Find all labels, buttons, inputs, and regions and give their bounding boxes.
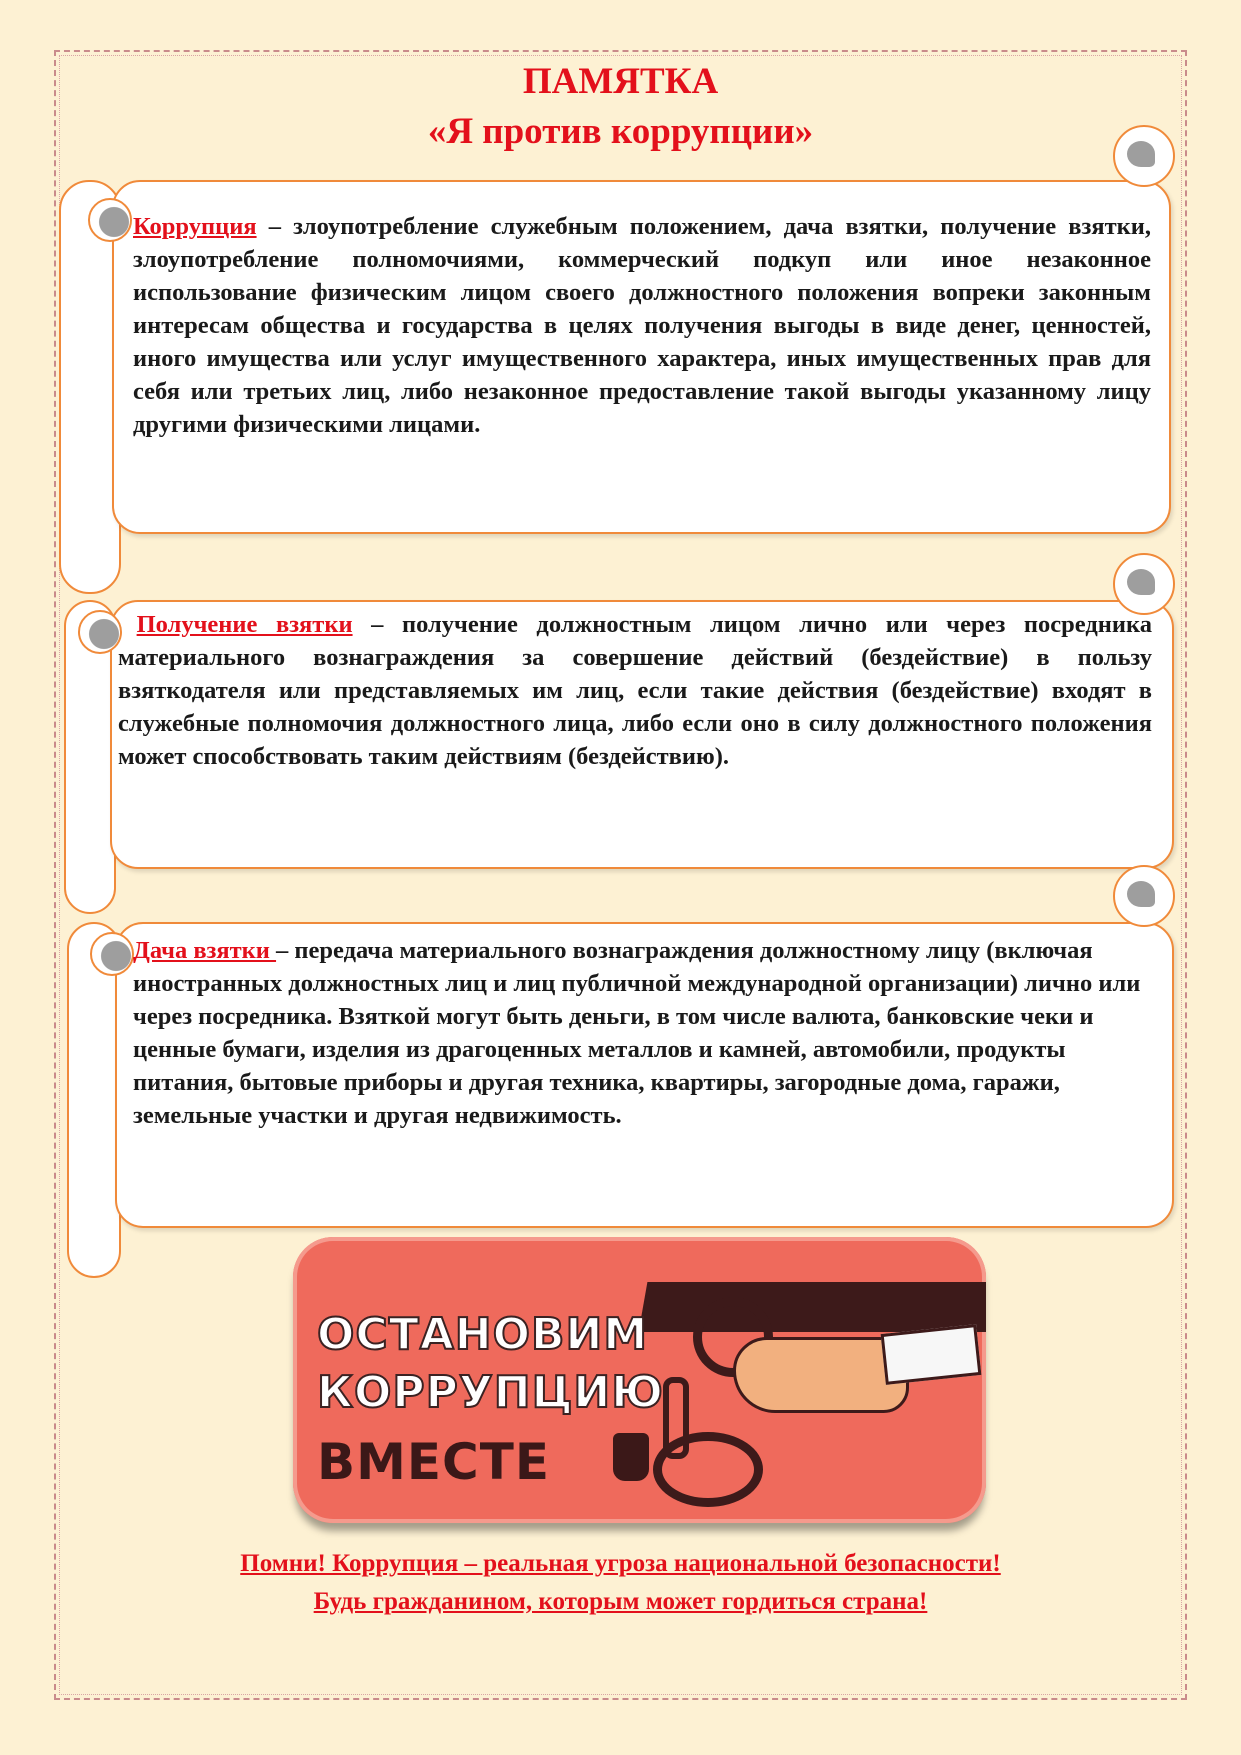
banner-line-1: ОСТАНОВИМ — [317, 1309, 649, 1360]
handcuff-icon — [653, 1432, 763, 1507]
sleeve-shape — [639, 1282, 986, 1332]
scroll-curl-icon — [1113, 125, 1175, 187]
scroll-curl-icon — [90, 932, 134, 976]
term-bribe-giving: Дача взятки — [133, 937, 277, 964]
page-subtitle: «Я против коррупции» — [427, 111, 814, 152]
scroll-curl-icon — [1113, 553, 1175, 615]
definition-text: – передача материального вознаграждения должностному лицу (включая иностранных должностных лиц и лиц публичной международной организации) лично или через посредника. Взяткой могут быть деньги, в том числе валюта, банковские чеки и ценные бумаги, изделия из драгоценных металлов и камней, автомобили, продукты питания, бытовые приборы и другая техника, квартиры, загородные дома, гаражи, земельные участки и другая недвижимость. — [133, 937, 1141, 1129]
term-corruption: Коррупция — [133, 213, 257, 240]
definition-text: – злоупотребление служебным положением, дача взятки, получение взятки, злоупотребление полномочиями, коммерческий подкуп или иное незаконное использование физическим лицом своего должностного положения вопреки законным интересам общества и государства в целях получения выгоды в виде денег, ценностей, иного имущества или услуг имущественного характера, иных имущественных прав для себя или третьих лиц, либо незаконное предоставление такой выгоды указанному лицу другими физическими лицами. — [133, 213, 1151, 438]
scroll-curl-icon — [1113, 865, 1175, 927]
money-bill-icon — [881, 1324, 982, 1385]
banner-line-2: КОРРУПЦИЮ — [317, 1367, 664, 1418]
definition-text: – получение должностным лицом лично или через посредника материального вознаграждения за совершение действий (бездействие) в пользу взяткодателя или представляемых им лиц, если такие действия (бездействие) входят в служебные полномочия должностного лица, либо если оно в силу должностного положения может способствовать таким действиям (бездействию). — [118, 611, 1152, 770]
stop-hand-icon — [613, 1433, 649, 1481]
definition-bribe-giving — [133, 934, 1151, 1132]
scroll-curl-icon — [88, 198, 132, 242]
footer-line-2: Будь гражданином, которым может гордиться страна! — [313, 1588, 928, 1615]
footer-line-1: Помни! Коррупция – реальная угроза национальной безопасности! — [240, 1550, 1001, 1577]
stop-corruption-banner — [293, 1237, 986, 1523]
scroll-curl-icon — [78, 610, 122, 654]
page-title: ПАМЯТКА — [522, 61, 719, 102]
banner-line-3: ВМЕСТЕ — [317, 1433, 550, 1491]
definition-bribe-taking — [118, 608, 1152, 773]
term-bribe-taking: Получение взятки — [136, 611, 353, 638]
definition-corruption — [133, 210, 1151, 441]
